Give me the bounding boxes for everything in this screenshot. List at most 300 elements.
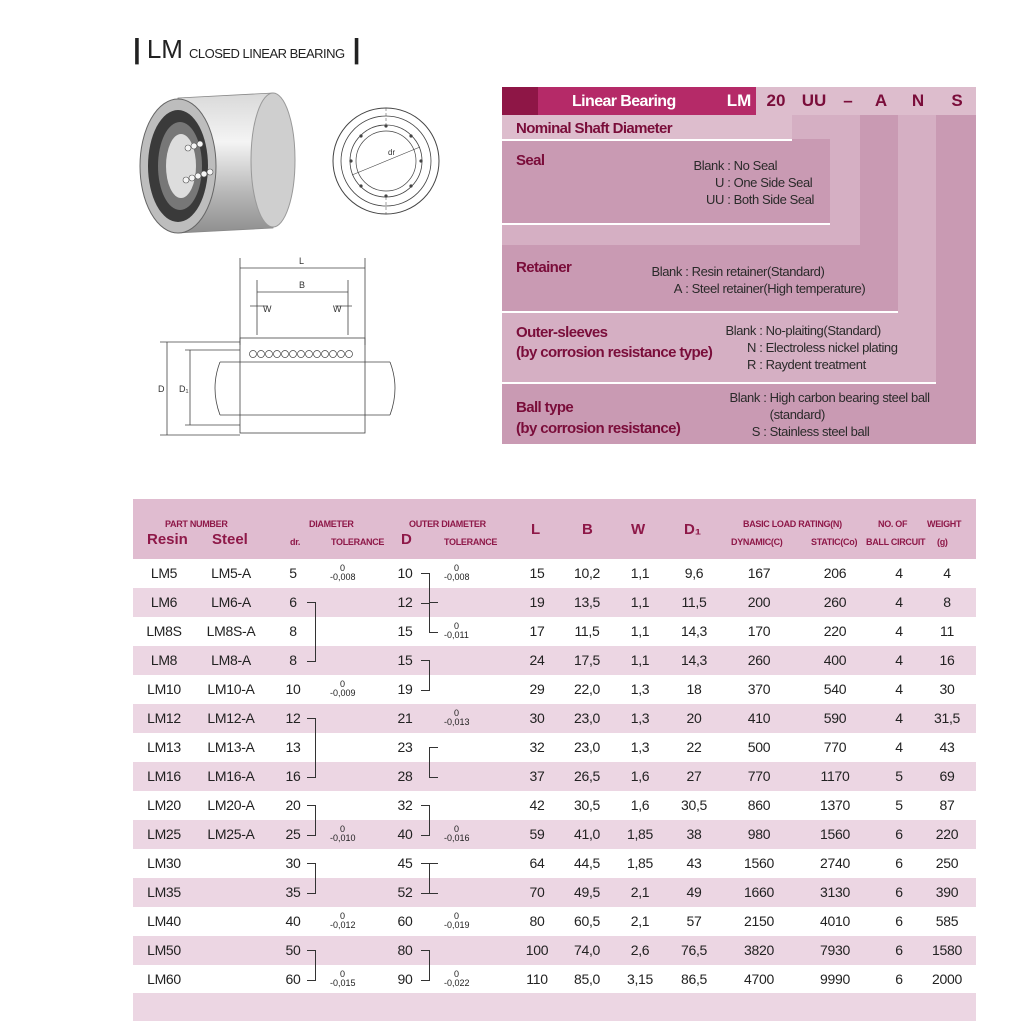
cell-B: 26,5 xyxy=(573,768,601,784)
shaft-tol-lower: -0,012 xyxy=(330,920,356,930)
th-diameter: DIAMETER xyxy=(309,519,354,529)
cell-steel: LM8S-A xyxy=(206,623,256,639)
sl-opt-2-key: N xyxy=(747,340,756,355)
cell-B: 17,5 xyxy=(573,652,601,668)
cell-stat: 540 xyxy=(823,681,847,697)
page-title xyxy=(133,33,360,65)
cell-B: 22,0 xyxy=(573,681,601,697)
cell-W: 1,1 xyxy=(630,594,650,610)
code-size: 20 xyxy=(766,91,786,110)
dim-D1-label: D₁ xyxy=(179,384,189,394)
tolerance-group-bracket xyxy=(307,863,316,894)
th-L: L xyxy=(531,521,541,538)
cell-stat: 770 xyxy=(823,739,847,755)
cell-steel xyxy=(195,965,267,994)
cell-dyn: 1560 xyxy=(744,855,774,871)
cell-steel: LM8-A xyxy=(211,652,251,668)
th-dynamic: DYNAMIC(C) xyxy=(731,537,783,547)
cell-D: 23 xyxy=(397,739,413,755)
cell-B: 85,0 xyxy=(573,971,601,987)
code-seal: UU xyxy=(801,91,827,110)
cell-D: 90 xyxy=(397,971,413,987)
retainer-options: Blank : Resin retainer(Standard) A : Steel retainer(High temperature) xyxy=(642,263,865,297)
tolerance-group-bracket xyxy=(429,863,438,894)
cell-W: 1,85 xyxy=(626,855,654,871)
cell-dyn: 170 xyxy=(747,623,771,639)
cell-dr: 25 xyxy=(285,826,301,842)
cell-dyn: 200 xyxy=(747,594,771,610)
cell-wt: 2000 xyxy=(932,971,962,987)
cell-D1: 57 xyxy=(686,913,702,929)
th-part-number: PART NUMBER xyxy=(165,519,228,529)
dim-W-right-label: W xyxy=(333,304,342,314)
cell-W: 1,3 xyxy=(630,739,650,755)
th-dr: dr. xyxy=(290,537,301,547)
seal-options: Blank : No Seal U : One Side Seal UU : Both Side Seal xyxy=(684,157,814,208)
cell-D1: 43 xyxy=(686,855,702,871)
sleeve-options: Blank : No-plaiting(Standard) N : Electroless nickel plating R : Raydent treatment xyxy=(718,322,898,373)
sl-opt-1-val: No-plaiting(Standard) xyxy=(765,323,881,338)
cell-dyn: 2150 xyxy=(744,913,774,929)
cell-D: 60 xyxy=(397,913,413,929)
th-weight-unit: (g) xyxy=(937,537,948,547)
cell-B: 23,0 xyxy=(573,739,601,755)
sep-4 xyxy=(502,382,936,384)
spec-table xyxy=(133,499,976,1021)
cell-steel: LM5-A xyxy=(211,565,251,581)
cell-W: 1,3 xyxy=(630,681,650,697)
label-ball-type: Ball type xyxy=(516,399,574,416)
table-row xyxy=(133,762,976,791)
cell-dyn: 770 xyxy=(747,768,771,784)
cell-D: 40 xyxy=(397,826,413,842)
cell-circ: 5 xyxy=(895,768,903,784)
cell-resin: LM35 xyxy=(147,884,181,900)
label-outer-sleeves: Outer-sleeves xyxy=(516,324,608,341)
th-ball-circuit: BALL CIRCUIT xyxy=(866,537,926,547)
cell-resin: LM8 xyxy=(150,652,178,668)
cell-D1: 76,5 xyxy=(680,942,708,958)
cell-L: 110 xyxy=(526,971,548,987)
cell-resin: LM13 xyxy=(147,739,181,755)
cell-dr: 5 xyxy=(289,565,297,581)
cell-wt: 16 xyxy=(939,652,955,668)
th-static: STATIC(Co) xyxy=(811,537,858,547)
title-bar-right: | xyxy=(352,33,361,64)
cell-D: 45 xyxy=(397,855,413,871)
cell-D1: 9,6 xyxy=(684,565,704,581)
table-row xyxy=(133,791,976,820)
cell-circ: 4 xyxy=(895,739,903,755)
cell-dr: 10 xyxy=(285,681,301,697)
cell-dr: 35 xyxy=(285,884,301,900)
cell-dyn: 4700 xyxy=(744,971,774,987)
cell-resin: LM50 xyxy=(147,942,181,958)
cell-L: 17 xyxy=(529,623,545,639)
ret-opt-1-key: Blank xyxy=(651,264,682,279)
designation-title: Linear Bearing xyxy=(572,93,676,110)
cell-L: 30 xyxy=(529,710,545,726)
outer-tol-lower: -0,011 xyxy=(444,630,469,640)
th-outer-tolerance: TOLERANCE xyxy=(444,537,498,547)
cell-steel: LM20-A xyxy=(207,797,255,813)
ball-opt-3-key: S xyxy=(751,424,760,439)
cell-B: 44,5 xyxy=(573,855,601,871)
code-dash: – xyxy=(843,91,853,110)
cell-circ: 6 xyxy=(895,942,903,958)
cell-steel xyxy=(195,907,267,936)
table-row xyxy=(133,907,976,936)
cell-B: 30,5 xyxy=(573,797,601,813)
cell-D: 80 xyxy=(397,942,413,958)
cell-circ: 6 xyxy=(895,884,903,900)
cell-resin: LM16 xyxy=(147,768,181,784)
cell-stat: 260 xyxy=(823,594,847,610)
cell-wt: 8 xyxy=(943,594,951,610)
cell-D1: 18 xyxy=(686,681,702,697)
cell-resin: LM8S xyxy=(146,623,182,639)
table-row xyxy=(133,588,976,617)
outer-tol-upper: 0 xyxy=(454,621,460,631)
label-ball-type-sub: (by corrosion resistance) xyxy=(516,420,681,437)
table-header xyxy=(133,499,976,559)
cell-stat: 1170 xyxy=(820,768,850,784)
cell-D: 21 xyxy=(397,710,413,726)
th-weight: WEIGHT xyxy=(927,519,962,529)
cell-circ: 4 xyxy=(895,681,903,697)
ball-options: Blank : High carbon bearing steel ball (standard) S : Stainless steel ball xyxy=(722,389,930,440)
tolerance-group-bracket xyxy=(421,660,430,691)
seal-opt-1-val: No Seal xyxy=(733,158,778,173)
cell-dr: 40 xyxy=(285,913,301,929)
outer-tol-lower: -0,013 xyxy=(444,717,470,727)
cell-D1: 27 xyxy=(686,768,702,784)
table-row xyxy=(133,878,976,907)
cell-steel: LM6-A xyxy=(211,594,251,610)
seal-opt-3-val: Both Side Seal xyxy=(733,192,815,207)
cell-L: 100 xyxy=(525,942,549,958)
cell-steel: LM16-A xyxy=(207,768,255,784)
cell-L: 59 xyxy=(529,826,545,842)
sl-opt-2-val: Electroless nickel plating xyxy=(765,340,898,355)
cell-wt: 43 xyxy=(939,739,955,755)
sl-opt-3-val: Raydent treatment xyxy=(765,357,866,372)
cell-dyn: 1660 xyxy=(744,884,774,900)
table-row xyxy=(133,733,976,762)
section-drawing xyxy=(155,250,405,445)
dim-B-label: B xyxy=(299,280,306,290)
cell-circ: 4 xyxy=(895,623,903,639)
th-W: W xyxy=(631,521,646,538)
cell-steel: LM25-A xyxy=(207,826,255,842)
cell-B: 13,5 xyxy=(573,594,601,610)
shaft-tol-lower: -0,008 xyxy=(330,572,356,582)
cell-steel xyxy=(195,936,267,965)
cell-D1: 38 xyxy=(686,826,702,842)
cell-B: 74,0 xyxy=(573,942,601,958)
cell-dyn: 860 xyxy=(747,797,771,813)
cell-resin: LM5 xyxy=(150,565,178,581)
cell-dyn: 370 xyxy=(747,681,771,697)
cell-wt: 1580 xyxy=(932,942,962,958)
outer-tol-upper: 0 xyxy=(454,563,460,573)
cell-dyn: 3820 xyxy=(744,942,774,958)
cell-D1: 22 xyxy=(686,739,702,755)
cell-W: 1,3 xyxy=(630,710,650,726)
cell-dr: 12 xyxy=(285,710,301,726)
tolerance-group-bracket xyxy=(307,718,316,778)
shaft-tol-upper: 0 xyxy=(340,969,346,979)
cell-B: 49,5 xyxy=(573,884,601,900)
sep-1 xyxy=(502,139,792,141)
cell-dyn: 260 xyxy=(747,652,771,668)
th-D1: D₁ xyxy=(684,521,702,538)
cell-wt: 4 xyxy=(943,565,951,581)
cell-D1: 14,3 xyxy=(680,652,708,668)
cell-dr: 8 xyxy=(289,623,297,639)
cell-L: 29 xyxy=(529,681,545,697)
label-outer-sleeves-sub: (by corrosion resistance type) xyxy=(516,344,713,361)
ret-opt-2-val: Steel retainer(High temperature) xyxy=(691,281,866,296)
table-row xyxy=(133,704,976,733)
cell-W: 1,6 xyxy=(630,768,650,784)
cell-resin: LM30 xyxy=(147,855,181,871)
seal-opt-2-val: One Side Seal xyxy=(733,175,813,190)
cell-dr: 60 xyxy=(285,971,301,987)
table-row xyxy=(133,675,976,704)
tolerance-group-bracket xyxy=(307,602,316,662)
th-load-rating: BASIC LOAD RATING(N) xyxy=(743,519,842,529)
cell-wt: 390 xyxy=(935,884,959,900)
cell-circ: 4 xyxy=(895,710,903,726)
outer-tol-upper: 0 xyxy=(454,824,460,834)
cell-W: 1,6 xyxy=(630,797,650,813)
cell-D: 32 xyxy=(397,797,413,813)
cell-circ: 4 xyxy=(895,652,903,668)
table-row xyxy=(133,559,976,588)
dim-L-label: L xyxy=(299,256,305,266)
sl-opt-1-key: Blank xyxy=(725,323,756,338)
shaft-tol-lower: -0,009 xyxy=(330,688,356,698)
cell-B: 10,2 xyxy=(573,565,601,581)
cell-wt: 31,5 xyxy=(933,710,961,726)
cell-D: 28 xyxy=(397,768,413,784)
cell-D1: 86,5 xyxy=(680,971,708,987)
cell-L: 64 xyxy=(529,855,545,871)
table-row xyxy=(133,820,976,849)
cell-W: 2,6 xyxy=(630,942,650,958)
title-bar-left: | xyxy=(133,33,141,64)
shaft-tol-upper: 0 xyxy=(340,911,346,921)
tolerance-group-bracket xyxy=(421,950,430,981)
th-no-of: NO. OF xyxy=(878,519,908,529)
tolerance-group-bracket xyxy=(421,573,430,604)
cell-wt: 585 xyxy=(935,913,959,929)
shaft-tol-upper: 0 xyxy=(340,679,346,689)
cell-circ: 4 xyxy=(895,565,903,581)
cell-wt: 30 xyxy=(939,681,955,697)
cell-stat: 400 xyxy=(823,652,847,668)
cell-W: 2,1 xyxy=(630,913,650,929)
shaft-tol-lower: -0,015 xyxy=(330,978,356,988)
cell-stat: 7930 xyxy=(820,942,850,958)
table-row xyxy=(133,965,976,994)
cell-stat: 206 xyxy=(823,565,847,581)
title-subtitle: CLOSED LINEAR BEARING xyxy=(188,46,345,61)
cell-dr: 50 xyxy=(285,942,301,958)
cell-dr: 6 xyxy=(289,594,297,610)
tolerance-group-bracket xyxy=(421,805,430,836)
cell-L: 37 xyxy=(529,768,545,784)
cell-L: 32 xyxy=(529,739,545,755)
cell-wt: 220 xyxy=(935,826,959,842)
table-row xyxy=(133,617,976,646)
th-tolerance: TOLERANCE xyxy=(331,537,385,547)
cell-D1: 49 xyxy=(686,884,702,900)
ball-opt-1-val: High carbon bearing steel ball xyxy=(769,390,930,405)
cell-W: 1,1 xyxy=(630,623,650,639)
ball-opt-2-val: (standard) xyxy=(769,407,825,422)
cell-stat: 9990 xyxy=(820,971,850,987)
cell-D: 52 xyxy=(397,884,413,900)
label-nominal-shaft: Nominal Shaft Diameter xyxy=(516,120,673,137)
title-model: LM xyxy=(146,34,183,64)
cell-wt: 250 xyxy=(935,855,959,871)
cell-W: 2,1 xyxy=(630,884,650,900)
cell-resin: LM12 xyxy=(147,710,181,726)
cell-circ: 6 xyxy=(895,913,903,929)
cell-circ: 6 xyxy=(895,971,903,987)
cell-circ: 5 xyxy=(895,797,903,813)
cell-L: 80 xyxy=(529,913,545,929)
table-row xyxy=(133,936,976,965)
cell-B: 41,0 xyxy=(573,826,601,842)
cell-B: 23,0 xyxy=(573,710,601,726)
cell-resin: LM20 xyxy=(147,797,181,813)
tolerance-group-bracket xyxy=(307,805,316,836)
th-B: B xyxy=(582,521,593,538)
sl-opt-3-key: R xyxy=(747,357,756,372)
th-steel: Steel xyxy=(212,531,248,548)
shaft-tol-lower: -0,010 xyxy=(330,833,356,843)
th-D: D xyxy=(401,531,412,548)
cell-B: 60,5 xyxy=(573,913,601,929)
dim-dr-label: dr xyxy=(388,148,396,157)
cell-steel: LM13-A xyxy=(207,739,255,755)
code-lm: LM xyxy=(726,91,752,110)
dim-D-label: D xyxy=(158,384,165,394)
cell-circ: 6 xyxy=(895,826,903,842)
cell-dr: 8 xyxy=(289,652,297,668)
cell-stat: 4010 xyxy=(820,913,850,929)
cell-D1: 30,5 xyxy=(680,797,708,813)
outer-tol-lower: -0,022 xyxy=(444,978,470,988)
cell-circ: 4 xyxy=(895,594,903,610)
th-outer-diameter: OUTER DIAMETER xyxy=(409,519,486,529)
label-retainer: Retainer xyxy=(516,259,572,276)
cell-D: 10 xyxy=(397,565,413,581)
cell-D1: 14,3 xyxy=(680,623,708,639)
cell-stat: 1370 xyxy=(820,797,850,813)
cell-stat: 1560 xyxy=(820,826,850,842)
tolerance-group-bracket xyxy=(429,747,438,778)
cell-dr: 20 xyxy=(285,797,301,813)
cell-resin: LM40 xyxy=(147,913,181,929)
shaft-tol-upper: 0 xyxy=(340,824,346,834)
shaft-tol-upper: 0 xyxy=(340,563,346,573)
sep-3 xyxy=(502,311,898,313)
seal-opt-1-key: Blank xyxy=(693,158,724,173)
seal-opt-3-key: UU xyxy=(706,192,724,207)
cell-dr: 16 xyxy=(285,768,301,784)
cell-steel: LM12-A xyxy=(207,710,255,726)
cell-wt: 87 xyxy=(939,797,955,813)
outer-tol-lower: -0,008 xyxy=(444,572,470,582)
cell-dyn: 410 xyxy=(747,710,771,726)
cell-L: 15 xyxy=(529,565,545,581)
table-row xyxy=(133,646,976,675)
cell-D: 12 xyxy=(397,594,413,610)
cell-D: 19 xyxy=(397,681,413,697)
cell-stat: 2740 xyxy=(820,855,850,871)
dim-W-left-label: W xyxy=(263,304,272,314)
table-row xyxy=(133,849,976,878)
code-sleeve: N xyxy=(911,91,925,110)
cell-circ: 6 xyxy=(895,855,903,871)
cell-D1: 11,5 xyxy=(681,594,707,610)
cell-W: 3,15 xyxy=(626,971,654,987)
cell-L: 42 xyxy=(529,797,545,813)
cell-resin: LM10 xyxy=(147,681,181,697)
cell-dr: 30 xyxy=(285,855,301,871)
cell-steel xyxy=(195,878,267,907)
code-retainer: A xyxy=(874,91,888,110)
cell-resin: LM25 xyxy=(147,826,181,842)
cell-W: 1,1 xyxy=(630,565,650,581)
cell-resin: LM6 xyxy=(150,594,178,610)
seal-opt-2-key: U xyxy=(715,175,724,190)
cell-D: 15 xyxy=(397,623,413,639)
cell-steel xyxy=(195,849,267,878)
cell-stat: 590 xyxy=(823,710,847,726)
cell-B: 11,5 xyxy=(574,623,600,639)
cell-L: 70 xyxy=(529,884,545,900)
cell-dyn: 500 xyxy=(747,739,771,755)
outer-tol-lower: -0,019 xyxy=(444,920,470,930)
cell-D: 15 xyxy=(397,652,413,668)
cell-W: 1,1 xyxy=(630,652,650,668)
cell-wt: 69 xyxy=(939,768,955,784)
cell-dyn: 980 xyxy=(747,826,771,842)
cell-steel: LM10-A xyxy=(207,681,255,697)
label-seal: Seal xyxy=(516,152,545,169)
cell-resin: LM60 xyxy=(147,971,181,987)
outer-tol-lower: -0,016 xyxy=(444,833,470,843)
designation-panel xyxy=(502,87,976,444)
cell-W: 1,85 xyxy=(626,826,654,842)
sep-2 xyxy=(502,223,830,225)
tolerance-group-bracket xyxy=(429,602,438,633)
cell-stat: 3130 xyxy=(820,884,850,900)
outer-tol-upper: 0 xyxy=(454,708,460,718)
th-resin: Resin xyxy=(147,531,188,548)
ball-opt-3-val: Stainless steel ball xyxy=(769,424,870,439)
bearing-photo xyxy=(138,88,298,238)
ret-opt-2-key: A xyxy=(673,281,682,296)
title-band-accent xyxy=(502,87,538,115)
ret-opt-1-val: Resin retainer(Standard) xyxy=(691,264,825,279)
cell-wt: 11 xyxy=(940,623,954,639)
